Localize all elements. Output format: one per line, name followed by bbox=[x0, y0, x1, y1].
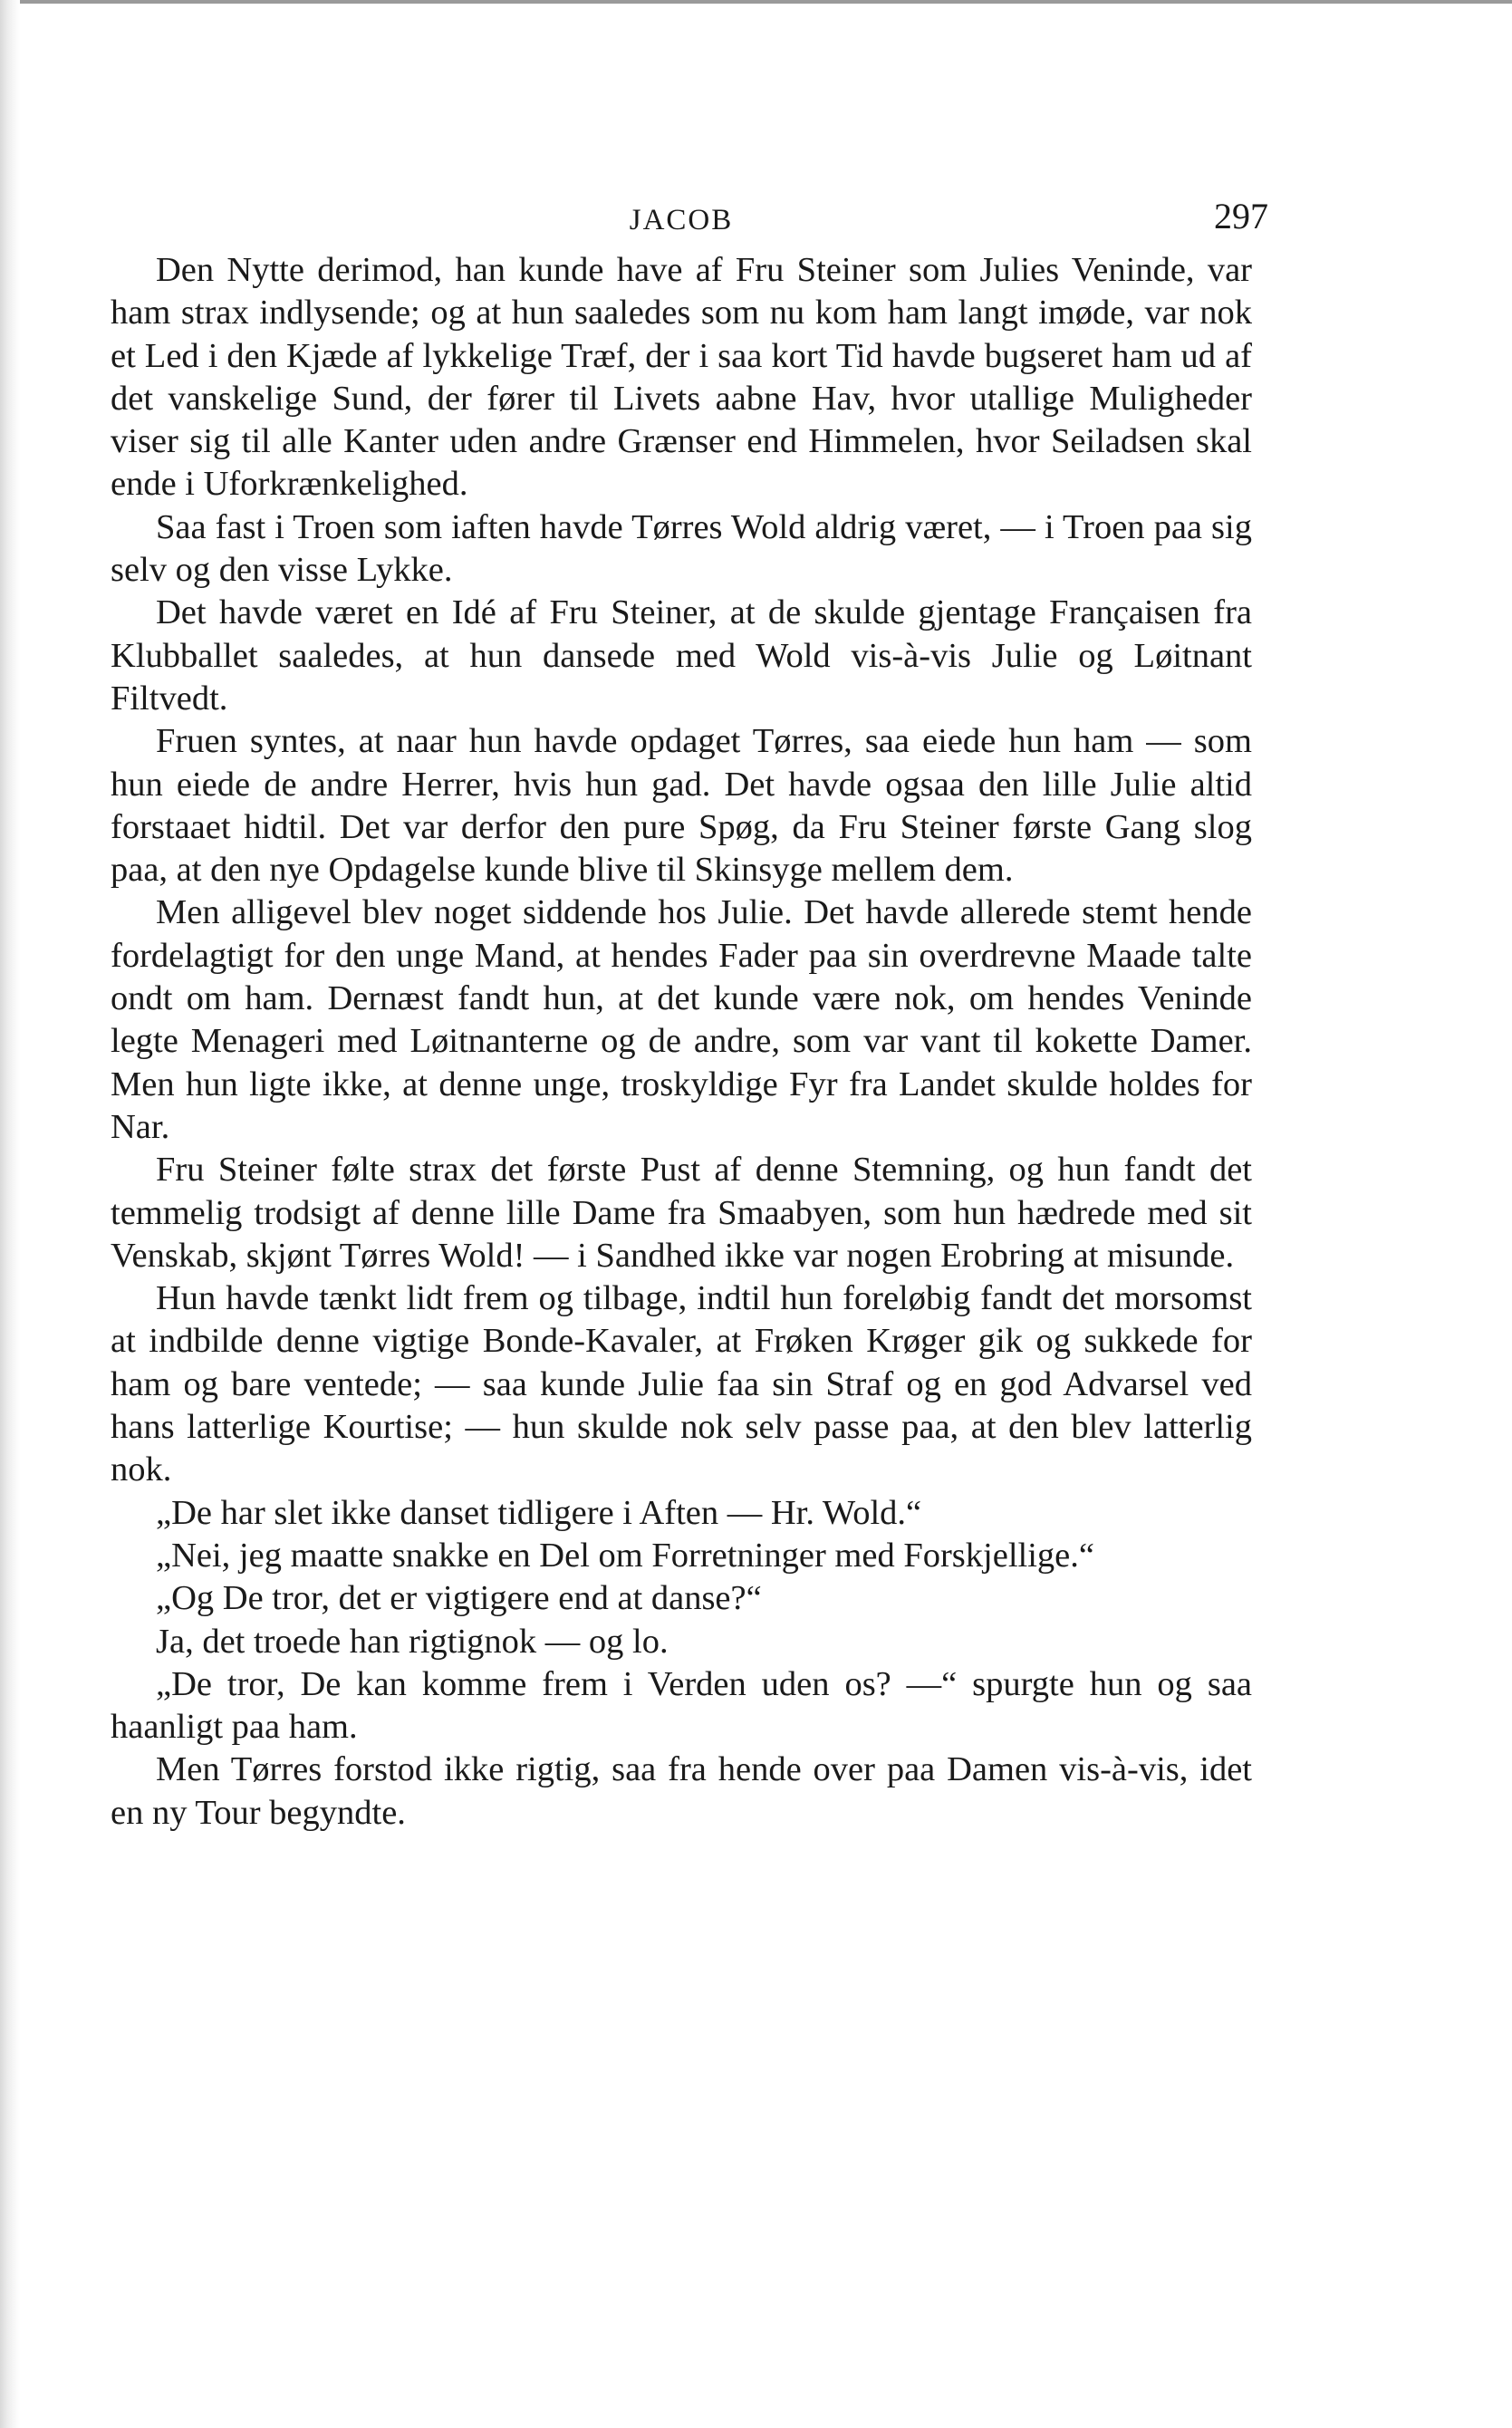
paragraph: Fruen syntes, at naar hun havde opdaget Tørres, saa eiede hun ham — som hun eiede de andre Herrer, hvis hun gad. Det havde ogsaa den lille Julie altid forstaaet hidtil. Det var derfor den pure Spøg, da Fru Steiner første Gang slog paa, at den nye Opdagelse kunde blive til Skinsyge mellem dem. bbox=[111, 722, 1252, 890]
page-number: 297 bbox=[1214, 196, 1268, 236]
paragraph: Det havde været en Idé af Fru Steiner, at de skulde gjentage Françaisen fra Klubballet saaledes, at hun dansede med Wold vis-à-vis Julie og Løitnant Filtvedt. bbox=[111, 593, 1252, 718]
paragraph: Fru Steiner følte strax det første Pust af denne Stemning, og hun fandt det temmelig trodsigt af denne lille Dame fra Smaabyen, som hun hædrede med sit Venskab, skjønt Tørres Wold! — i Sandhed ikke var nogen Erobring at misunde. bbox=[111, 1151, 1252, 1275]
dialogue-line: „De har slet ikke danset tidligere i Aften — Hr. Wold.“ bbox=[156, 1493, 922, 1532]
paragraph: Den Nytte derimod, han kunde have af Fru Steiner som Julies Veninde, var ham strax indlysende; og at hun saaledes som nu kom ham langt imøde, var nok et Led i den Kjæde af lykkelige Træf, der i saa kort Tid havde bugseret ham ud af det vanskelige Sund, der fører til Livets aabne Hav, hvor utallige Muligheder viser sig til alle Kanter uden andre Grænser end Himmelen, hvor Seiladsen skal ende i Uforkrænkelighed. bbox=[111, 251, 1252, 504]
body-text bbox=[111, 249, 1252, 1835]
paragraph: Saa fast i Troen som iaften havde Tørres Wold aldrig været, — i Troen paa sig selv og den visse Lykke. bbox=[111, 507, 1252, 590]
paragraph: Hun havde tænkt lidt frem og tilbage, indtil hun foreløbig fandt det morsomst at indbilde denne vigtige Bonde-Kavaler, at Frøken Krøger gik og sukkede for ham og bare ventede; — saa kunde Julie faa sin Straf og en god Advarsel ved hans latterlige Kourtise; — hun skulde nok selv passe paa, at den blev latterlig nok. bbox=[111, 1279, 1252, 1489]
paragraph: Men Tørres forstod ikke rigtig, saa fra hende over paa Damen vis-à-vis, idet en ny Tour begyndte. bbox=[111, 1750, 1252, 1832]
paragraph: Ja, det troede han rigtignok — og lo. bbox=[156, 1622, 669, 1661]
dialogue-line: „Og De tror, det er vigtigere end at danse?“ bbox=[156, 1579, 762, 1618]
scan-left-edge bbox=[0, 0, 20, 2428]
book-page bbox=[111, 186, 1268, 1835]
running-title: JACOB bbox=[629, 204, 734, 236]
paragraph: Men alligevel blev noget siddende hos Julie. Det havde allerede stemt hende fordelagtigt for den unge Mand, at hendes Fader paa sin overdrevne Maade talte ondt om ham. Dernæst fandt hun, at det kunde være nok, om hendes Veninde legte Menageri med Løitnanterne og de andre, som var vant til kokette Damer. Men hun ligte ikke, at denne unge, troskyldige Fyr fra Landet skulde holdes for Nar. bbox=[111, 893, 1252, 1146]
running-head bbox=[111, 186, 1268, 249]
scan-top-edge bbox=[0, 0, 1512, 4]
dialogue-line: „Nei, jeg maatte snakke en Del om Forretninger med Forskjellige.“ bbox=[156, 1536, 1094, 1575]
dialogue-line: „De tror, De kan komme frem i Verden uden os? —“ spurgte hun og saa haanligt paa ham. bbox=[111, 1664, 1252, 1747]
